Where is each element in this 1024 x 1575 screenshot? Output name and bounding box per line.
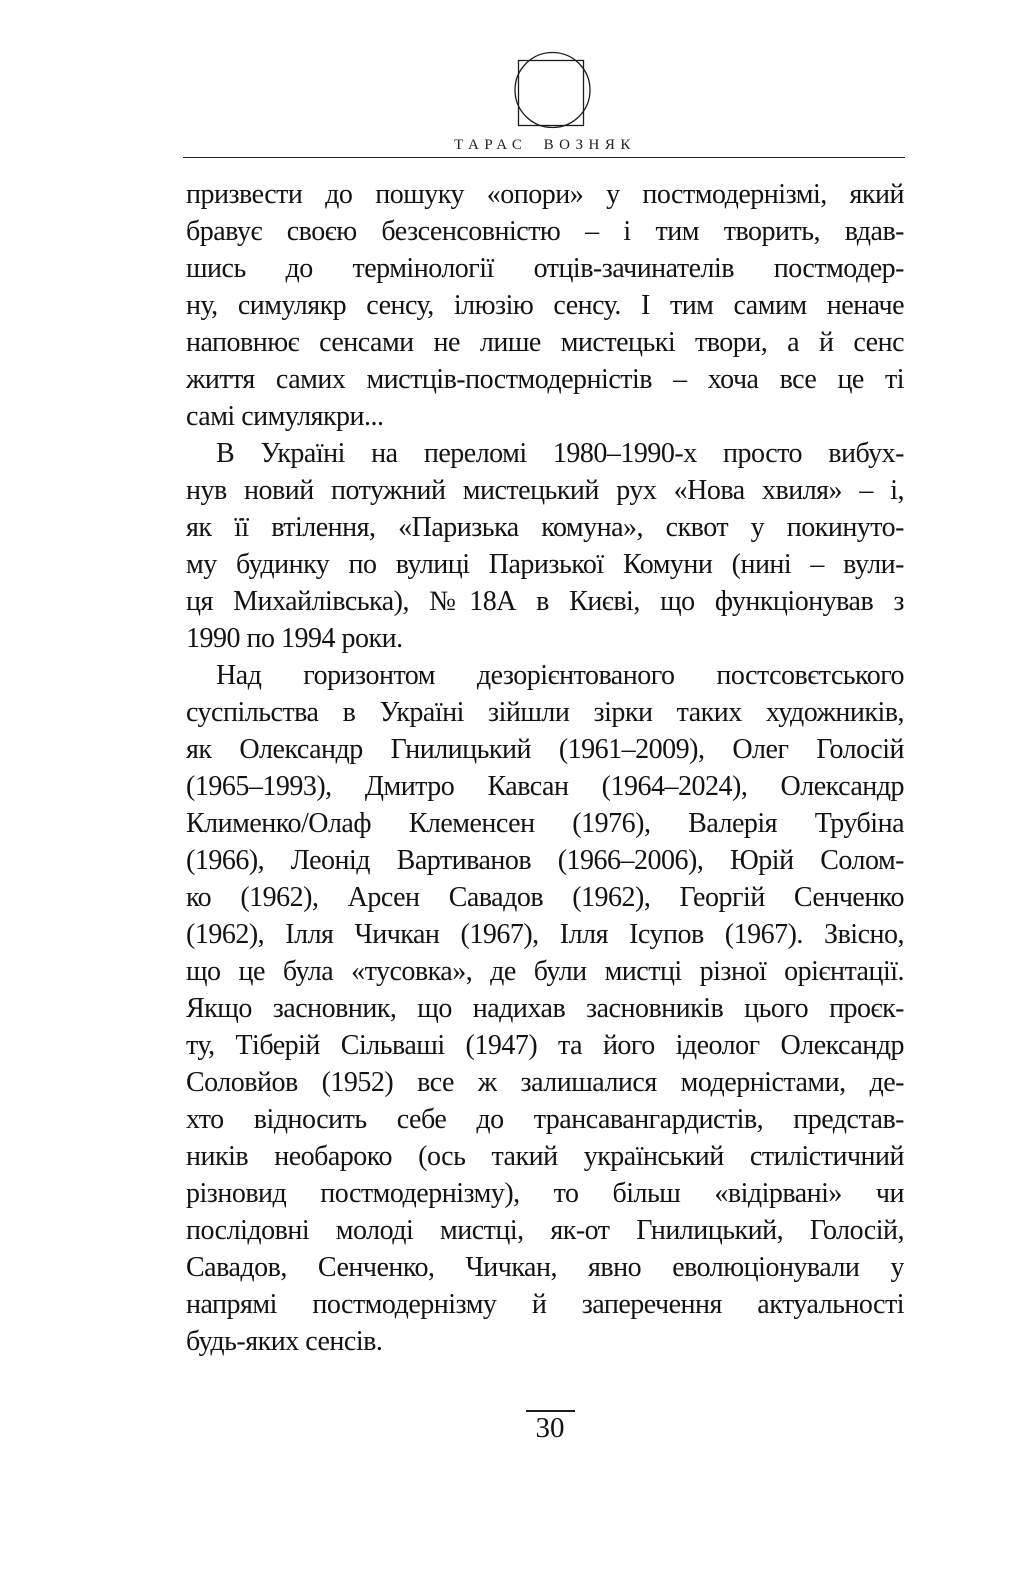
text-line: ця Михайлівська), №18А в Києві, що функціонував з [186, 586, 904, 617]
text-line: напрямі постмодернізму й заперечення актуальності [186, 1289, 904, 1320]
paragraph [186, 657, 904, 1360]
text-line: му будинку по вулиці Паризької Комуни (нині – вули- [186, 549, 904, 580]
text-line: шись до термінології отців-зачинателів постмодер- [186, 253, 904, 284]
square-circle-logo-icon [507, 44, 597, 140]
text-line: (1965–1993), Дмитро Кавсан (1964–2024), Олександр [186, 771, 904, 802]
text-line: хто відносить себе до трансавангардистів, представ- [186, 1104, 904, 1135]
text-line: ну, симулякр сенсу, ілюзію сенсу. І тим самим неначе [186, 290, 904, 321]
body-text [186, 176, 904, 1360]
publisher-logo [507, 44, 597, 140]
text-line: нув новий потужний мистецький рух «Нова хвиля» – і, [186, 475, 904, 506]
text-line: ників необароко (ось такий український стилістичний [186, 1141, 904, 1172]
text-line: (1962), Ілля Чичкан (1967), Ілля Ісупов (1967). Звісно, [186, 919, 904, 950]
text-line: 1990 по 1994 роки. [186, 623, 403, 654]
text-line: різновид постмодернізму), то більш «відірвані» чи [186, 1178, 904, 1209]
text-line: суспільства в Україні зійшли зірки таких художників, [186, 697, 904, 728]
text-line: ту, Тіберій Сільваші (1947) та його ідеолог Олександр [186, 1030, 904, 1061]
header-rule [183, 157, 905, 158]
text-line: (1966), Леонід Вартиванов (1966–2006), Юрій Солом- [186, 845, 904, 876]
text-line: самі симулякри... [186, 401, 384, 432]
text-line: життя самих мистців-постмодерністів – хоча все це ті [186, 364, 904, 395]
text-line: Клименко/Олаф Клеменсен (1976), Валерія Трубіна [186, 808, 904, 839]
text-line: Савадов, Сенченко, Чичкан, явно еволюціонували у [186, 1252, 904, 1283]
text-line: Якщо засновник, що надихав засновників цього проєк- [186, 993, 904, 1024]
text-line: ко (1962), Арсен Савадов (1962), Георгій Сенченко [186, 882, 904, 913]
text-line: Над горизонтом дезорієнтованого постсовєтського [216, 660, 904, 691]
text-line: як Олександр Гнилицький (1961–2009), Олег Голосій [186, 734, 904, 765]
text-line: що це була «тусовка», де були мистці різної орієнтації. [186, 956, 904, 987]
text-line: як її втілення, «Паризька комуна», сквот у покинуто- [186, 512, 904, 543]
page-number: 30 [535, 1412, 565, 1444]
text-line: Соловйов (1952) все ж залишалися модерністами, де- [186, 1067, 904, 1098]
text-line: наповнює сенсами не лише мистецькі твори, а й сенс [186, 327, 904, 358]
paragraph [186, 176, 904, 435]
running-header-author: ТАРАС ВОЗНЯК [454, 137, 636, 153]
text-line: призвести до пошуку «опори» у постмодернізмі, який [186, 179, 904, 210]
text-line: В Україні на переломі 1980–1990-х просто вибух- [216, 438, 904, 469]
text-line: бравує своєю безсенсовністю – і тим творить, вдав- [186, 216, 904, 247]
text-line: послідовні молоді мистці, як-от Гнилицький, Голосій, [186, 1215, 904, 1246]
paragraph [186, 435, 904, 657]
text-line: будь-яких сенсів. [186, 1326, 383, 1357]
